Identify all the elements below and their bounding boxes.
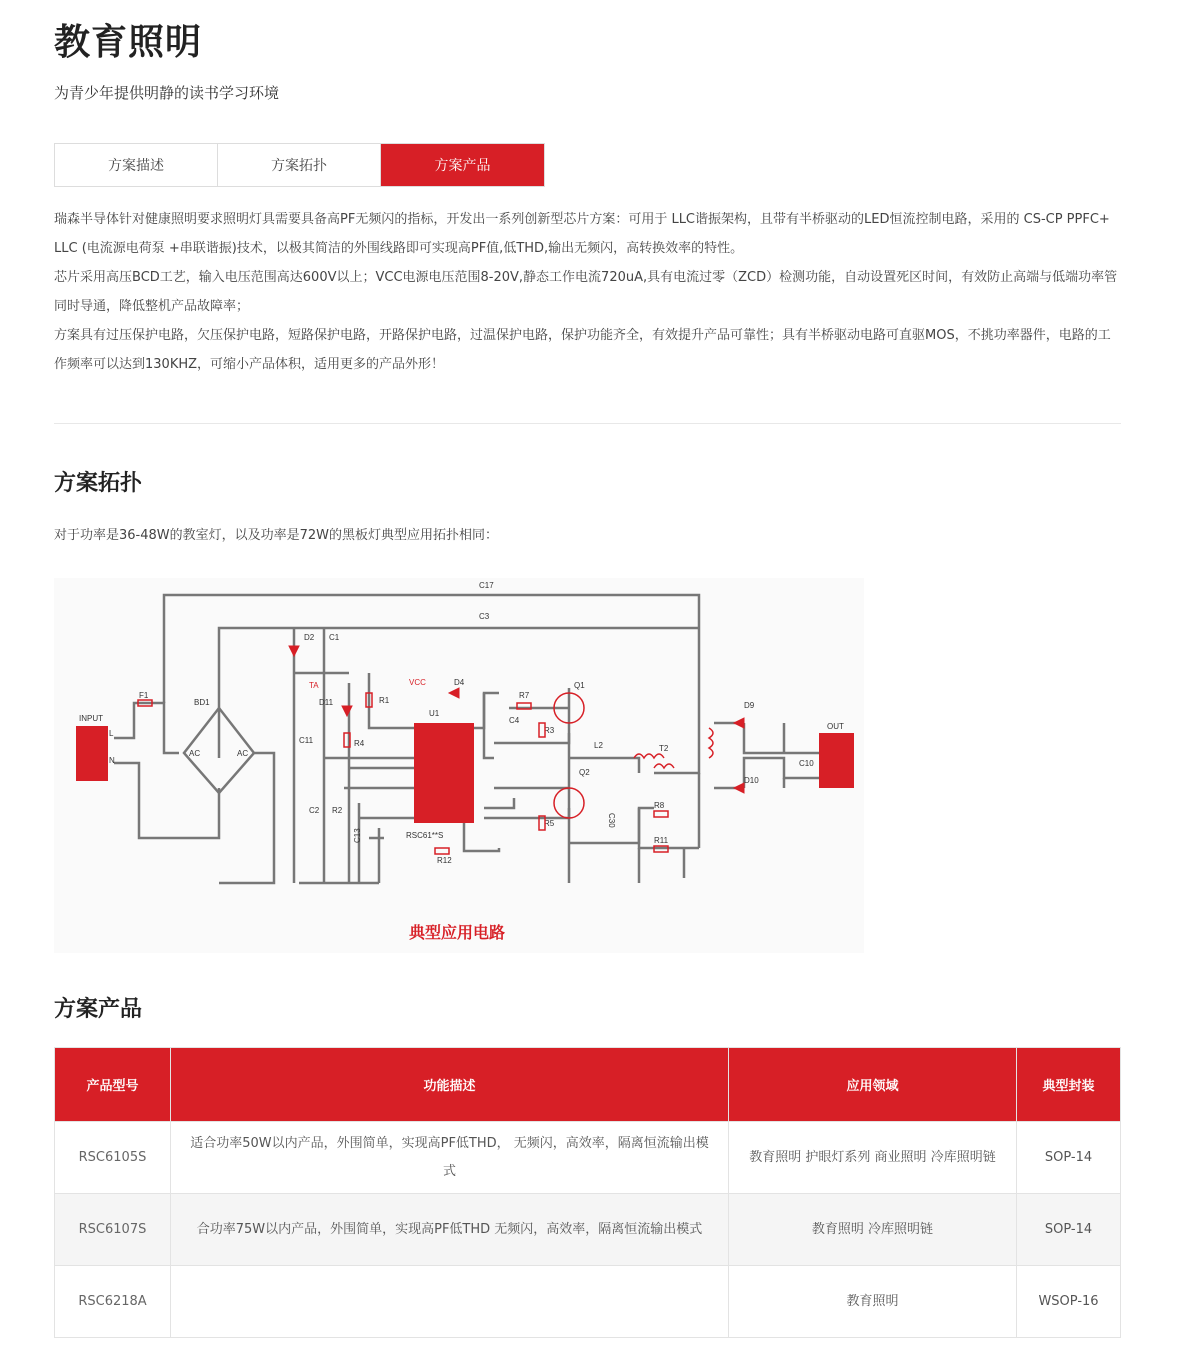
- svg-text:T2: T2: [659, 744, 669, 753]
- page-subtitle: 为青少年提供明静的读书学习环境: [54, 84, 280, 102]
- svg-text:R8: R8: [654, 801, 665, 810]
- svg-text:D11: D11: [319, 698, 334, 707]
- product-model: RSC6105S: [55, 1122, 171, 1194]
- description-paragraph: 芯片采用高压BCD工艺，输入电压范围高达600V以上；VCC电源电压范围8-20V,静态工作电流720uA,具有电流过零（ZCD）检测功能，自动设置死区时间，有效防止高端与低端功率管同时导通，降低整机产品故障率；: [54, 270, 1118, 314]
- column-header: 功能描述: [171, 1048, 729, 1122]
- diagram-caption: 典型应用电路: [409, 925, 506, 942]
- svg-text:R11: R11: [654, 836, 669, 845]
- column-header: 产品型号: [55, 1048, 171, 1122]
- svg-text:C2: C2: [309, 806, 320, 815]
- column-header: 应用领域: [729, 1048, 1017, 1122]
- table-row: [55, 1122, 1121, 1194]
- input-label: INPUT: [79, 714, 103, 723]
- svg-text:C3: C3: [479, 612, 490, 621]
- tab-bar: [54, 143, 545, 187]
- description-paragraph: 方案具有过压保护电路，欠压保护电路，短路保护电路，开路保护电路，过温保护电路，保护功能齐全，有效提升产品可靠性；具有半桥驱动电路可直驱MOS，不挑功率器件，电路的工作频率可以达到130KHZ，可缩小产品体积，适用更多的产品外形！: [54, 328, 1111, 372]
- products-heading: 方案产品: [54, 997, 143, 1022]
- svg-text:C30: C30: [607, 813, 616, 828]
- svg-text:Q2: Q2: [579, 768, 590, 777]
- svg-text:L: L: [109, 729, 114, 738]
- product-pkg: WSOP-16: [1017, 1266, 1121, 1338]
- product-model: RSC6218A: [55, 1266, 171, 1338]
- svg-text:TA: TA: [309, 681, 319, 690]
- svg-text:R5: R5: [544, 819, 555, 828]
- description-paragraph: 瑞森半导体针对健康照明要求照明灯具需要具备高PF无频闪的指标，开发出一系列创新型芯片方案：可用于 LLC谐振架构，且带有半桥驱动的LED恒流控制电路，采用的 CS-CP PPFC+ LLC (电流源电荷泵 +串联谐振)技术，以极其简洁的外围线路即可实现高PF值,低THD,输出无频闪，高转换效率的特性。: [54, 212, 1110, 256]
- topology-text: 对于功率是36-48W的教室灯，以及功率是72W的黑板灯典型应用拓扑相同：: [54, 528, 499, 543]
- svg-text:D10: D10: [744, 776, 759, 785]
- products-table: [54, 1047, 1121, 1338]
- svg-text:C11: C11: [299, 736, 314, 745]
- svg-text:BD1: BD1: [194, 698, 210, 707]
- svg-text:AC: AC: [237, 749, 249, 758]
- svg-text:C17: C17: [479, 581, 494, 590]
- tab-products[interactable]: 方案产品: [381, 144, 544, 186]
- svg-text:N: N: [109, 756, 115, 765]
- circuit-diagram: [54, 578, 864, 953]
- svg-text:F1: F1: [139, 691, 149, 700]
- svg-text:R12: R12: [437, 856, 452, 865]
- column-header: 典型封装: [1017, 1048, 1121, 1122]
- svg-text:R7: R7: [519, 691, 530, 700]
- chip-u1: [414, 723, 474, 823]
- table-row: [55, 1266, 1121, 1338]
- page-title: 教育照明: [54, 22, 203, 63]
- product-app: 教育照明 护眼灯系列 商业照明 冷库照明链: [729, 1122, 1017, 1194]
- svg-text:R2: R2: [332, 806, 343, 815]
- svg-text:AC: AC: [189, 749, 201, 758]
- svg-text:VCC: VCC: [409, 678, 426, 687]
- svg-text:R3: R3: [544, 726, 555, 735]
- table-header-row: [55, 1048, 1121, 1122]
- svg-text:C1: C1: [329, 633, 340, 642]
- svg-text:R4: R4: [354, 739, 365, 748]
- svg-text:C4: C4: [509, 716, 520, 725]
- output-connector: [819, 733, 854, 788]
- svg-text:Q1: Q1: [574, 681, 585, 690]
- product-desc: [171, 1266, 729, 1338]
- svg-text:R1: R1: [379, 696, 390, 705]
- tab-topology[interactable]: 方案拓扑: [218, 144, 381, 186]
- tab-description[interactable]: 方案描述: [55, 144, 218, 186]
- svg-text:C13: C13: [353, 828, 362, 843]
- svg-text:D9: D9: [744, 701, 755, 710]
- svg-text:L2: L2: [594, 741, 603, 750]
- product-app: 教育照明: [729, 1266, 1017, 1338]
- table-row: [55, 1194, 1121, 1266]
- input-connector: [76, 726, 108, 781]
- output-label: OUT: [827, 722, 844, 731]
- product-pkg: SOP-14: [1017, 1194, 1121, 1266]
- svg-text:U1: U1: [429, 709, 440, 718]
- svg-text:D4: D4: [454, 678, 465, 687]
- product-app: 教育照明 冷库照明链: [729, 1194, 1017, 1266]
- product-model: RSC6107S: [55, 1194, 171, 1266]
- description-text: [54, 205, 1121, 379]
- chip-model-label: RSC61**S: [406, 831, 444, 840]
- product-desc: 合功率75W以内产品，外围简单，实现高PF低THD 无频闪，高效率，隔离恒流输出模式: [171, 1194, 729, 1266]
- section-divider: [54, 423, 1121, 424]
- product-desc: 适合功率50W以内产品，外围简单，实现高PF低THD， 无频闪，高效率，隔离恒流输出模式: [171, 1122, 729, 1194]
- svg-text:D2: D2: [304, 633, 315, 642]
- product-pkg: SOP-14: [1017, 1122, 1121, 1194]
- topology-heading: 方案拓扑: [54, 471, 143, 496]
- svg-text:C10: C10: [799, 759, 814, 768]
